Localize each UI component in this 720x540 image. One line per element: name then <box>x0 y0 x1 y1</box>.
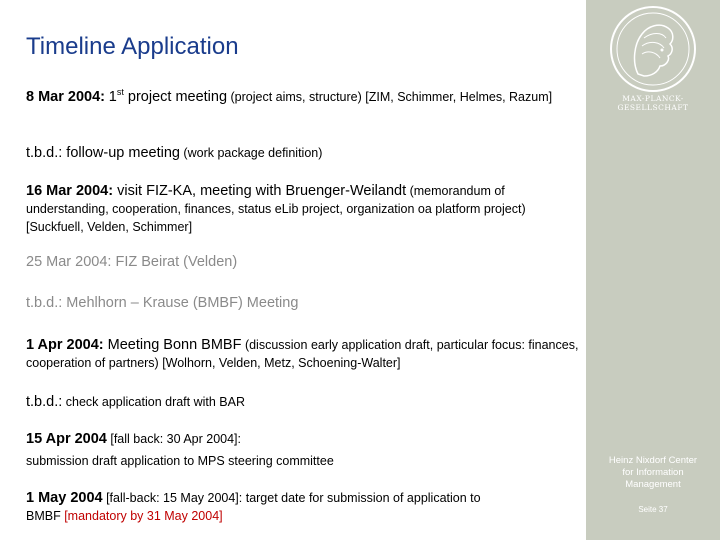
entry-date: t.b.d.: <box>26 145 63 161</box>
entry-main: follow-up meeting <box>62 145 180 161</box>
timeline-entry: t.b.d.: Mehlhorn – Krause (BMBF) Meeting <box>26 295 299 311</box>
minerva-logo-icon <box>608 4 698 94</box>
entry-date: 8 Mar 2004: <box>26 89 105 105</box>
entry-date: 1 Apr 2004: <box>26 337 104 353</box>
entry-main: visit FIZ-KA, meeting with Bruenger-Weilandt <box>113 183 407 199</box>
entry-ordinal: 1 <box>108 89 117 105</box>
timeline-entry: 25 Mar 2004: FIZ Beirat (Velden) <box>26 254 238 270</box>
page-number: Seite 37 <box>638 505 668 514</box>
entry-detail: (discussion early application draft, particular focus: finances, cooperation of partners) [Wolhorn, Velden, Metz, Schoening-Walter] <box>26 338 579 370</box>
timeline-entry <box>26 182 581 236</box>
timeline-entry <box>26 489 581 525</box>
entry-date: 16 Mar 2004: <box>26 183 114 199</box>
entry-detail: [fall-back: 15 May 2004]: target date for submission of application to <box>102 491 481 505</box>
center-line: for Information <box>622 467 684 478</box>
sidebar <box>586 0 720 540</box>
timeline-entry <box>26 88 581 106</box>
timeline-entry <box>26 393 581 411</box>
entry-detail: (memorandum of understanding, cooperation, finances, status eLib project, organization oa platform project) [Suckfuell, Velden, Schimmer] <box>26 184 526 234</box>
entry-detail: (work package definition) <box>179 146 323 160</box>
entry-line2: BMBF <box>26 509 65 523</box>
entry-deadline: [mandatory by 31 May 2004] <box>64 509 223 523</box>
entry-line2: submission draft application to MPS steering committee <box>26 454 334 468</box>
entry-date: 15 Apr 2004 <box>26 431 107 447</box>
entry-detail: [fall back: 30 Apr 2004]: <box>106 432 242 446</box>
center-name <box>596 455 710 491</box>
entry-main: Meeting Bonn BMBF <box>103 337 242 353</box>
entry-main: project meeting <box>123 89 228 105</box>
entry-date: 1 May 2004 <box>26 490 103 506</box>
timeline-entry <box>26 336 581 372</box>
timeline-entry <box>26 144 581 162</box>
entry-detail: check application draft with BAR <box>62 395 246 409</box>
page-title: Timeline Application <box>26 33 239 60</box>
center-line: Heinz Nixdorf Center <box>608 455 698 466</box>
entry-ordinal-suffix: st <box>116 87 124 98</box>
timeline-entry <box>26 430 581 470</box>
entry-date: t.b.d.: <box>26 394 63 410</box>
society-name: MAX-PLANCK-GESELLSCHAFT <box>617 94 689 112</box>
entry-detail: (project aims, structure) [ZIM, Schimmer, Helmes, Razum] <box>227 90 553 104</box>
center-line: Management <box>625 479 681 490</box>
